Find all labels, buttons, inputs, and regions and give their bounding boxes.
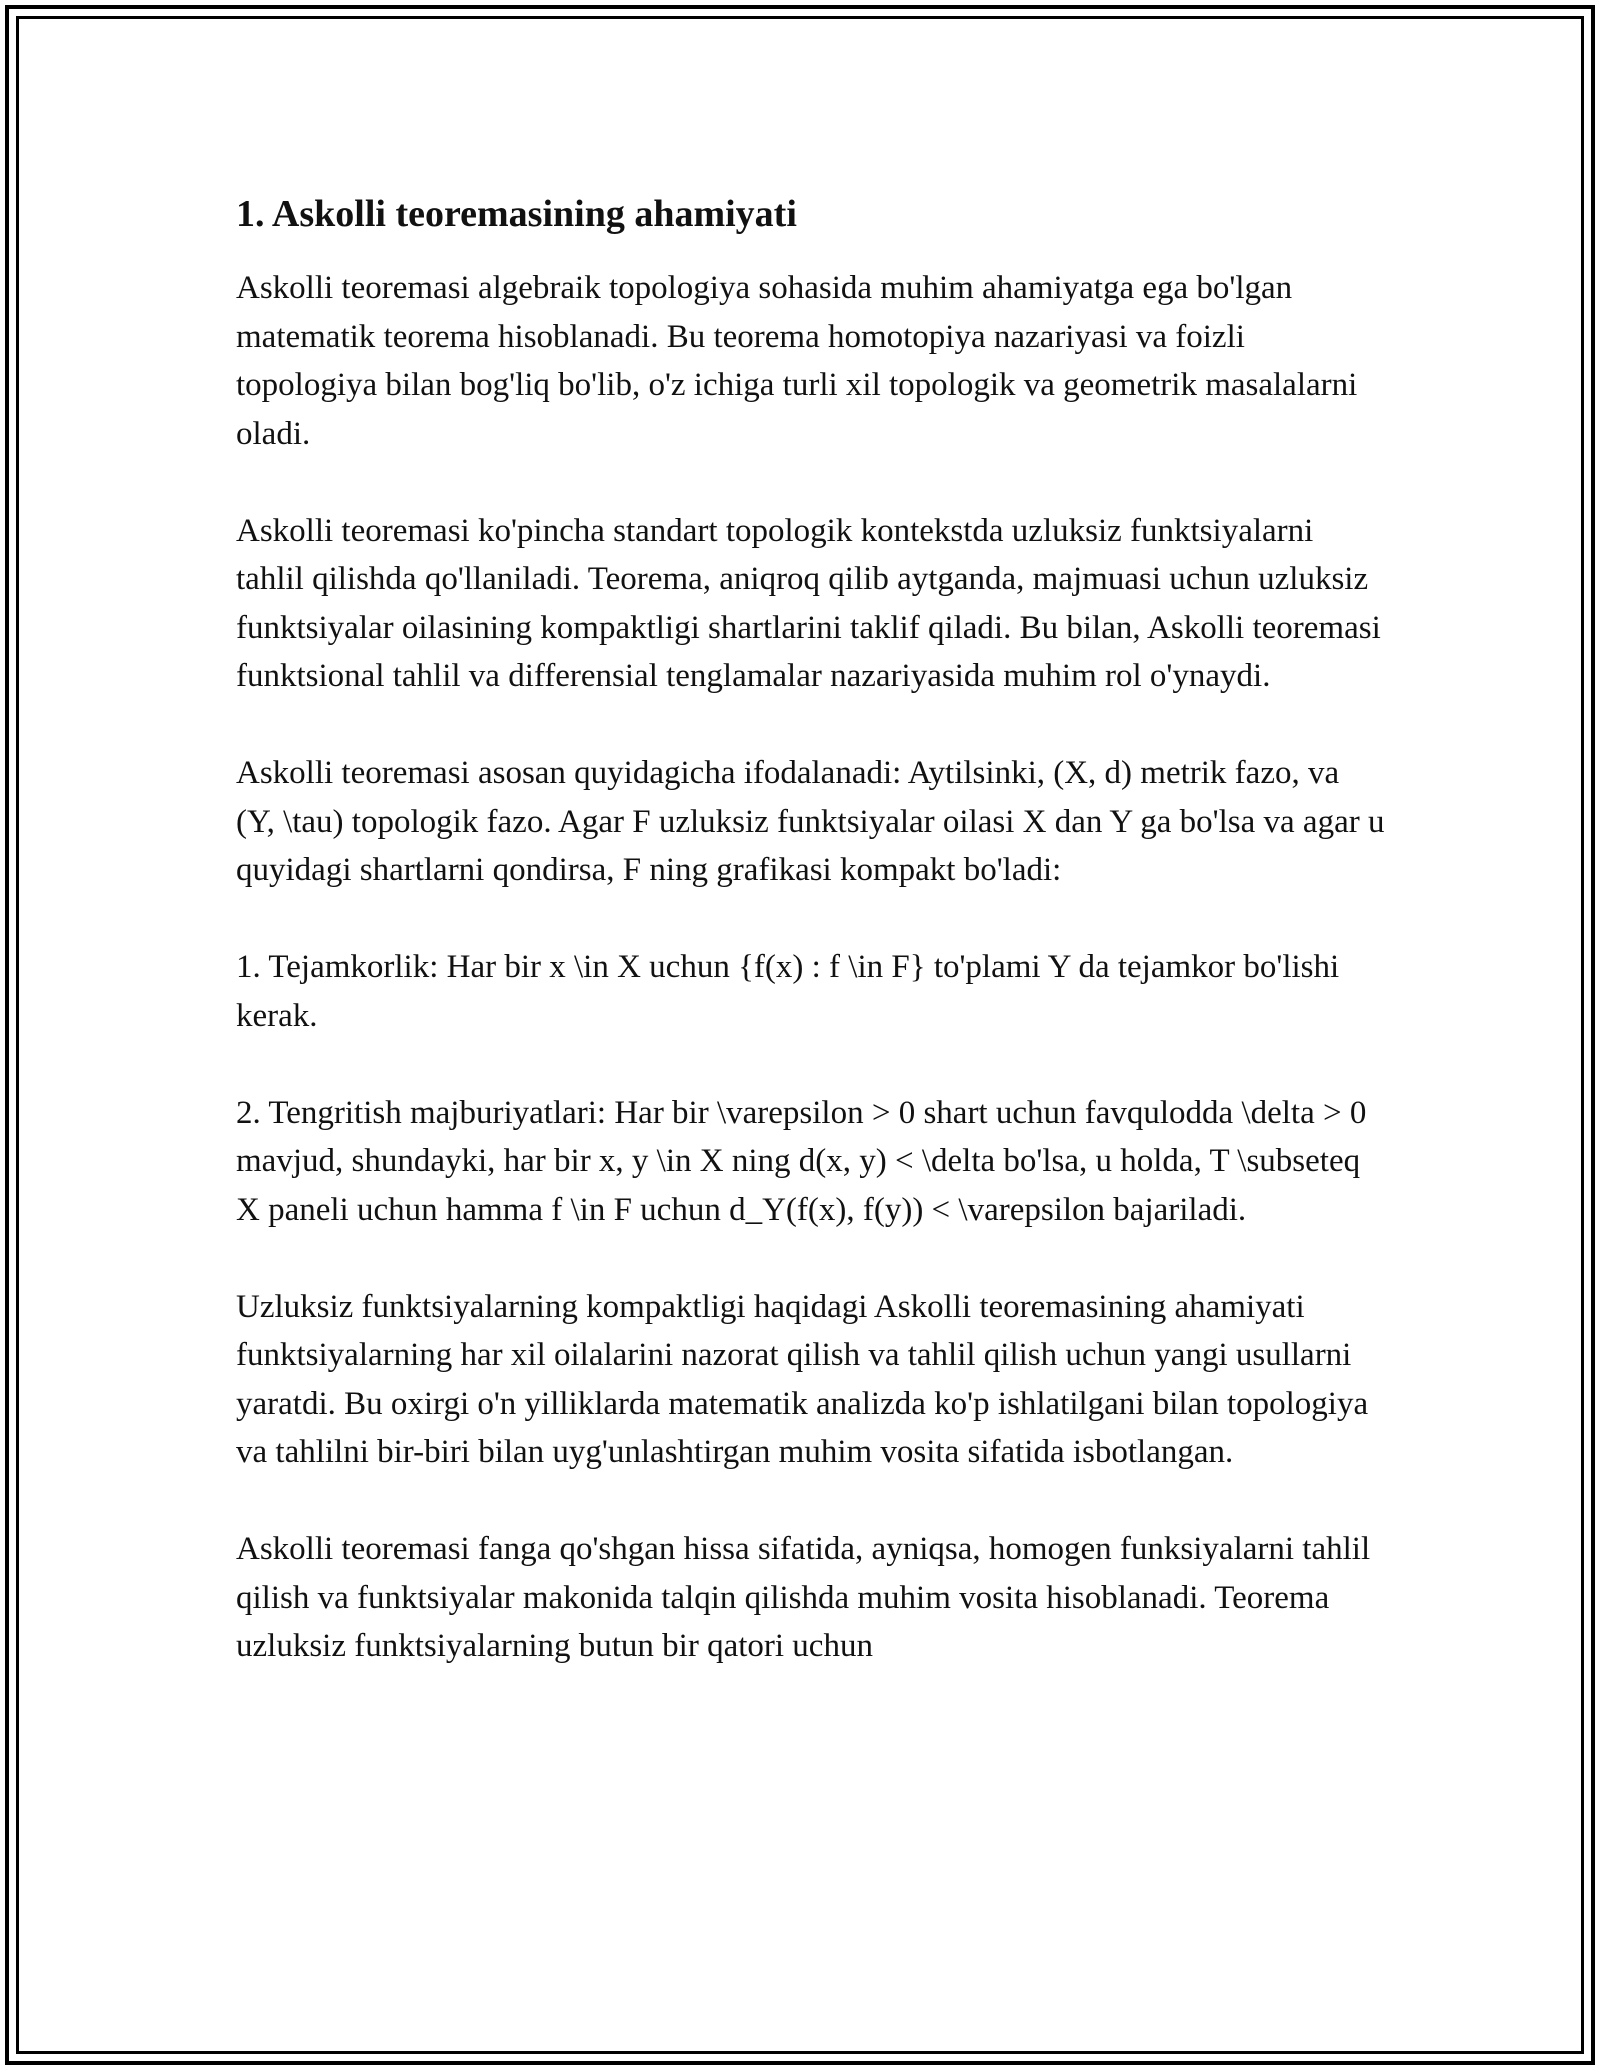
paragraph-usage: Askolli teoremasi ko'pincha standart topologik kontekstda uzluksiz funktsiyalarni tahlil qilishda qo'llaniladi. Teorema, aniqroq qilib aytganda, majmuasi uchun uzluksiz funktsiyalar oilasining kompaktligi shartlarini taklif qiladi. Bu bilan, Askolli teoremasi funktsional tahlil va differensial tenglamalar nazariyasida muhim rol o'ynaydi. [236, 512, 1381, 694]
section-heading: 1. Askolli teoremasining ahamiyati [236, 193, 797, 235]
paragraph-significance: Uzluksiz funktsiyalarning kompaktligi haqidagi Askolli teoremasining ahamiyati funktsiyalarning har xil oilalarini nazorat qilish va tahlil qilish uchun yangi usullarni yaratdi. Bu oxirgi o'n yilliklarda matematik analizda ko'p ishlatilgani bilan topologiya va tahlilni bir-biri bilan uyg'unlashtirgan muhim vosita sifatida isbotlangan. [236, 1288, 1369, 1470]
document-body [236, 186, 1386, 1671]
paragraph-condition-2: 2. Tengritish majburiyatlari: Har bir \varepsilon > 0 shart uchun favqulodda \delta > 0 mavjud, shundayki, har bir x, y \in X ning d(x, y) < \delta bo'lsa, u holda, T \subseteq X paneli uchun hamma f \in F uchun d_Y(f(x), f(y)) < \varepsilon bajariladi. [236, 1094, 1367, 1228]
paragraph-statement: Askolli teoremasi asosan quyidagicha ifodalanadi: Aytilsinki, (X, d) metrik fazo, va (Y, \tau) topologik fazo. Agar F uzluksiz funktsiyalar oilasi X dan Y ga bo'lsa va agar u quyidagi shartlarni qondirsa, F ning grafikasi kompakt bo'ladi: [236, 755, 1385, 888]
paragraph-condition-1: 1. Tejamkorlik: Har bir x \in X uchun {f(x) : f \in F} to'plami Y da tejamkor bo'lishi kerak. [236, 949, 1340, 1034]
paragraph-intro: Askolli teoremasi algebraik topologiya sohasida muhim ahamiyatga ega bo'lgan matematik teorema hisoblanadi. Bu teorema homotopiya nazariyasi va foizli topologiya bilan bog'liq bo'lib, o'z ichiga turli xil topologik va geometrik masalalarni oladi. [236, 270, 1358, 452]
paragraph-contribution: Askolli teoremasi fanga qo'shgan hissa sifatida, ayniqsa, homogen funksiyalarni tahlil qilish va funktsiyalar makonida talqin qilishda muhim vosita hisoblanadi. Teorema uzluksiz funktsiyalarning butun bir qatori uchun [236, 1531, 1371, 1664]
